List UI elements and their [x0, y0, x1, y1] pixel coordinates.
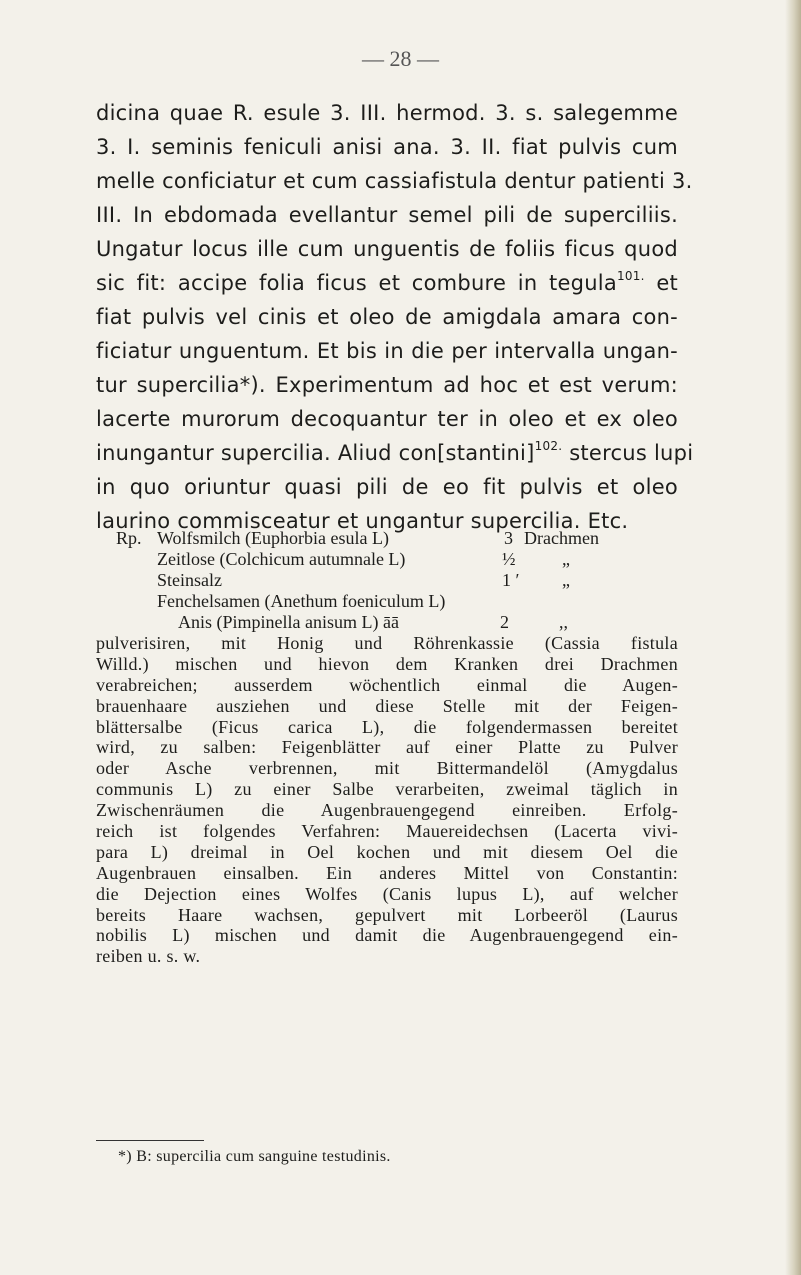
page-edge-shadow: [785, 0, 801, 1275]
german-line: reich ist folgendes Verfahren: Mauereidechsen (Lacerta vivi-: [96, 821, 678, 842]
recipe-item-unit: „: [562, 570, 570, 590]
note-ref-101: 101.: [617, 269, 645, 283]
german-line: Augenbrauen einsalben. Ein anderes Mittel von Constantin:: [96, 862, 678, 883]
note-ref-102: 102.: [534, 439, 563, 453]
recipe-item-name: Steinsalz: [157, 570, 222, 590]
latin-line: fiat pulvis vel cinis et oleo de amigdala amara con-: [96, 305, 678, 329]
latin-line: in quo oriuntur quasi pili de eo fit pulvis et oleo: [96, 475, 678, 499]
latin-paragraph: [96, 96, 694, 538]
recipe-item-unit: ,,: [559, 612, 568, 632]
recipe-item-name: Zeitlose (Colchicum autumnale L): [157, 549, 406, 569]
page-number: — 28 —: [362, 46, 439, 71]
latin-line: dicina quae R. esule 3. III. hermod. 3. s. salegemme: [96, 101, 678, 125]
german-line: para L) dreimal in Oel kochen und mit diesem Oel die: [96, 841, 678, 862]
german-line: communis L) zu einer Salbe verarbeiten, zweimal täglich in: [96, 779, 678, 800]
latin-line: melle conficiatur et cum cassiafistula dentur patienti 3.: [96, 169, 693, 193]
german-line: reiben u. s. w.: [96, 946, 201, 967]
recipe-rp-label: Rp.: [116, 528, 142, 548]
german-line: verabreichen; ausserdem wöchentlich einmal die Augen-: [96, 674, 678, 695]
recipe-item-unit: Drachmen: [524, 528, 599, 548]
german-line: bereits Haare wachsen, gepulvert mit Lorbeeröl (Laurus: [96, 904, 678, 925]
latin-line-with-note: [96, 266, 678, 300]
recipe-item-amount: 3: [504, 528, 513, 548]
footnote-divider: [96, 1140, 204, 1141]
german-line: pulverisiren, mit Honig und Röhrenkassie (Cassia fistula: [96, 633, 678, 653]
latin-line: tur supercilia*). Experimentum ad hoc et est verum:: [96, 373, 678, 397]
german-line: die Dejection eines Wolfes (Canis lupus L), auf welcher: [96, 883, 678, 904]
german-paragraph: [96, 633, 678, 967]
german-line: oder Asche verbrennen, mit Bittermandelöl (Amygdalus: [96, 758, 678, 779]
german-line: blättersalbe (Ficus carica L), die folgendermassen bereitet: [96, 716, 678, 737]
recipe-item-name: Anis (Pimpinella anisum L) āā: [178, 612, 399, 632]
latin-line: ficiatur unguentum. Et bis in die per intervalla ungan-: [96, 339, 678, 363]
german-line: brauenhaare ausziehen und diese Stelle mit der Feigen-: [96, 695, 678, 716]
latin-line: laurino commisceatur et ungantur supercilia. Etc.: [96, 509, 629, 533]
latin-line: Ungatur locus ille cum unguentis de foliis ficus quod: [96, 237, 678, 261]
latin-line-with-note: [96, 436, 694, 470]
latin-line: 3. I. seminis feniculi anisi ana. 3. II. fiat pulvis cum: [96, 135, 678, 159]
latin-line: lacerte murorum decoquantur ter in oleo et ex oleo: [96, 407, 678, 431]
recipe-item-name: Fenchelsamen (Anethum foeniculum L): [157, 591, 446, 611]
recipe-item-unit: „: [562, 549, 570, 569]
recipe-item-name: Wolfsmilch (Euphorbia esula L): [157, 528, 389, 548]
latin-line-tail: et: [656, 271, 678, 295]
latin-line-tail: stercus lupi: [569, 441, 694, 465]
recipe-item-amount: 1 ′: [502, 570, 520, 590]
german-line: Willd.) mischen und hievon dem Kranken drei Drachmen: [96, 653, 678, 674]
footnote: *) B: supercilia cum sanguine testudinis.: [118, 1148, 391, 1165]
latin-line-text: sic fit: accipe folia ficus et combure in tegula: [96, 271, 617, 295]
german-line: wird, zu salben: Feigenblätter auf einer Platte zu Pulver: [96, 737, 678, 758]
latin-line-text: inungantur supercilia. Aliud con[stantini]: [96, 441, 535, 465]
recipe-item-amount: 2: [500, 612, 509, 632]
german-line: nobilis L) mischen und damit die Augenbrauengegend ein-: [96, 925, 678, 946]
recipe-item-amount: ½: [502, 549, 516, 569]
german-line: Zwischenräumen die Augenbrauengegend einreiben. Erfolg-: [96, 800, 678, 821]
latin-line: III. In ebdomada evellantur semel pili de superciliis.: [96, 203, 678, 227]
